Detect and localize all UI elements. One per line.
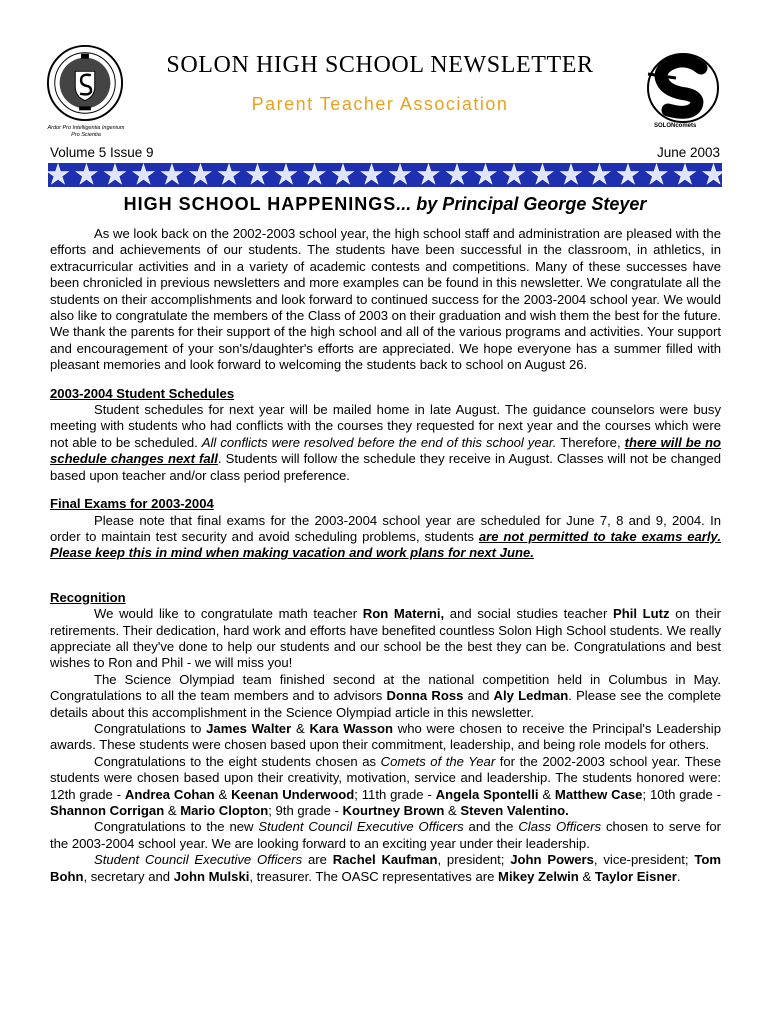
person-name: Kourtney Brown xyxy=(342,803,445,818)
text: ; 9th grade - xyxy=(268,803,343,818)
schedules-text-5: . Students will follow the schedule they receive in August. Classes will not be changed based upon teacher and/or class period preference. xyxy=(50,451,721,483)
text: ; 11th grade - xyxy=(354,786,436,802)
headline-byline: ... by Principal George Steyer xyxy=(396,194,647,214)
text: , vice-president; xyxy=(593,852,695,868)
text: The Science Olympiad team finished second at the national competition held in Columbus in May. Congratulations to all the team members and to advisors xyxy=(50,671,721,704)
person-name: Andrea Cohan xyxy=(124,786,215,802)
exams-text-1: Please note that final exams for the 2003-2004 school year are scheduled for June 7, 8 and 9, 2004. In order to maintain test security and avoid scheduling problems, students xyxy=(50,512,721,544)
text: are xyxy=(302,852,333,868)
person-name: James Walter xyxy=(206,720,292,736)
recognition-title: Recognition xyxy=(50,589,126,605)
newsletter-title: SOLON HIGH SCHOOL NEWSLETTER xyxy=(166,52,594,78)
text: , treasurer. The OASC representatives are xyxy=(249,868,499,884)
seal-caption: Ardor Pro Intelligentia Ingenium Pro Scientia xyxy=(47,125,125,138)
text: . xyxy=(676,868,681,884)
exams-title: Final Exams for 2003-2004 xyxy=(50,496,214,512)
recognition-paragraph-2 xyxy=(50,672,721,721)
person-name: Mikey Zelwin xyxy=(498,868,579,884)
text: for the 2002-2003 school year. These students were chosen based upon their creativity, motivation, service and leadership. The students honored were: 12th grade - xyxy=(50,753,721,802)
text: . Please see the complete details about this accomplishment in the Science Olympiad article in this newsletter. xyxy=(50,688,721,720)
group-name: Student Council Executive Officers xyxy=(94,852,303,868)
text: & xyxy=(291,720,310,736)
group-name: Student Council Executive Officers xyxy=(258,819,464,835)
person-name: Keenan Underwood xyxy=(231,786,355,802)
pta-subtitle: Parent Teacher Association xyxy=(251,94,509,114)
text: & xyxy=(444,803,461,818)
logo-caption: SOLONcomets xyxy=(654,123,697,129)
person-name: Taylor Eisner xyxy=(594,868,677,884)
person-name: Shannon Corrigan xyxy=(50,803,165,818)
text: ; 10th grade - xyxy=(642,786,722,802)
recognition-paragraph-4 xyxy=(50,754,721,820)
text: & xyxy=(538,786,555,802)
person-name: John Mulski xyxy=(173,868,250,884)
schedules-text-3: Therefore, xyxy=(556,434,625,450)
text: Congratulations to the eight students chosen as xyxy=(94,753,381,769)
recognition-paragraph-6 xyxy=(50,852,721,885)
schedules-text-1: Student schedules for next year will be mailed home in late August. The guidance counselors were busy meeting with students who had conflicts with the courses they requested for next year and the courses which were not able to be scheduled. xyxy=(50,402,721,450)
star-banner xyxy=(48,163,722,187)
issue-date: June 2003 xyxy=(656,145,720,160)
text: & xyxy=(164,803,181,818)
intro-paragraph: As we look back on the 2002-2003 school year, the high school staff and administration are pleased with the efforts and achievements of our students. The students have been successful in the classroom, in athletics, in extracurricular activities and in a variety of academic contests and competitions. Many of these successes have been chronicled in previous newsletters and more examples can be found in this newsletter. We congratulate all the students on their accomplishments and look forward to continued success for the 2003-2004 school year. We would also like to congratulate the members of the Class of 2003 on their graduation and wish them the best for the future. We thank the parents for their support of the high school and all of the various programs and activities. Your support and encouragement of your son's/daughter's efforts are appreciated. We hope everyone has a summer filled with pleasant memories and look forward to welcoming the students back to school on August 26. xyxy=(50,226,721,373)
schedules-emphasis: there will be no schedule changes next fall xyxy=(50,434,721,467)
school-seal-logo xyxy=(46,44,124,122)
recognition-paragraph-5 xyxy=(50,819,721,852)
text: We would like to congratulate math teacher xyxy=(94,606,363,622)
text: and the xyxy=(463,819,519,835)
person-name: John Powers xyxy=(510,852,594,868)
volume-issue: Volume 5 Issue 9 xyxy=(50,145,154,160)
person-name: Matthew Case xyxy=(554,786,643,802)
comets-s-logo xyxy=(646,52,720,128)
schedules-paragraph xyxy=(50,402,721,484)
person-name: Angela Spontelli xyxy=(435,786,539,802)
recognition-paragraph-3 xyxy=(50,721,721,754)
schedules-section xyxy=(50,386,721,484)
text: & xyxy=(578,868,595,884)
exams-emphasis: are not permitted to take exams early. Please keep this in mind when making vacation and work plans for next June. xyxy=(50,528,721,561)
award-name: Comets of the Year xyxy=(380,753,496,769)
schedules-title: 2003-2004 Student Schedules xyxy=(50,385,235,401)
exams-paragraph xyxy=(50,513,721,562)
text: who were chosen to receive the Principal's Leadership awards. These students were chosen based upon their commitment, leadership, and being role models for others. xyxy=(50,720,721,753)
article-body xyxy=(50,226,721,885)
text: chosen to serve for the 2003-2004 school year. We are looking forward to an exciting year under their leadership. xyxy=(50,819,722,851)
text: Congratulations to the new xyxy=(94,819,259,835)
exams-section xyxy=(50,496,721,562)
person-name: Rachel Kaufman xyxy=(332,852,438,868)
headline xyxy=(48,194,722,215)
person-name: Tom Bohn xyxy=(50,852,722,884)
recognition-paragraph-1 xyxy=(50,606,721,672)
person-name: Aly Ledman xyxy=(493,688,569,704)
person-name: Steven Valentino. xyxy=(460,803,569,818)
recognition-section xyxy=(50,590,721,885)
person-name: Kara Wasson xyxy=(309,720,394,736)
text: on their retirements. Their dedication, hard work and efforts have benefited countless Solon High School students. We really appreciate all they've done to help our students and our school be the best they can be. Congratulations and best wishes to Ron and Phil - we will miss you! xyxy=(50,606,721,671)
text: and social studies teacher xyxy=(444,606,613,622)
text: and xyxy=(463,688,494,704)
person-name: Phil Lutz xyxy=(613,606,670,622)
person-name: Mario Clopton xyxy=(180,803,269,818)
text: & xyxy=(214,786,232,802)
text: Congratulations to xyxy=(94,720,207,736)
person-name: Ron Materni, xyxy=(362,606,445,622)
text: , secretary and xyxy=(83,868,174,884)
schedules-text-2: All conflicts were resolved before the end of this school year. xyxy=(201,434,557,450)
headline-main: HIGH SCHOOL HAPPENINGS xyxy=(123,194,397,214)
text: , president; xyxy=(437,852,511,868)
group-name: Class Officers xyxy=(518,819,602,835)
person-name: Donna Ross xyxy=(386,688,464,704)
